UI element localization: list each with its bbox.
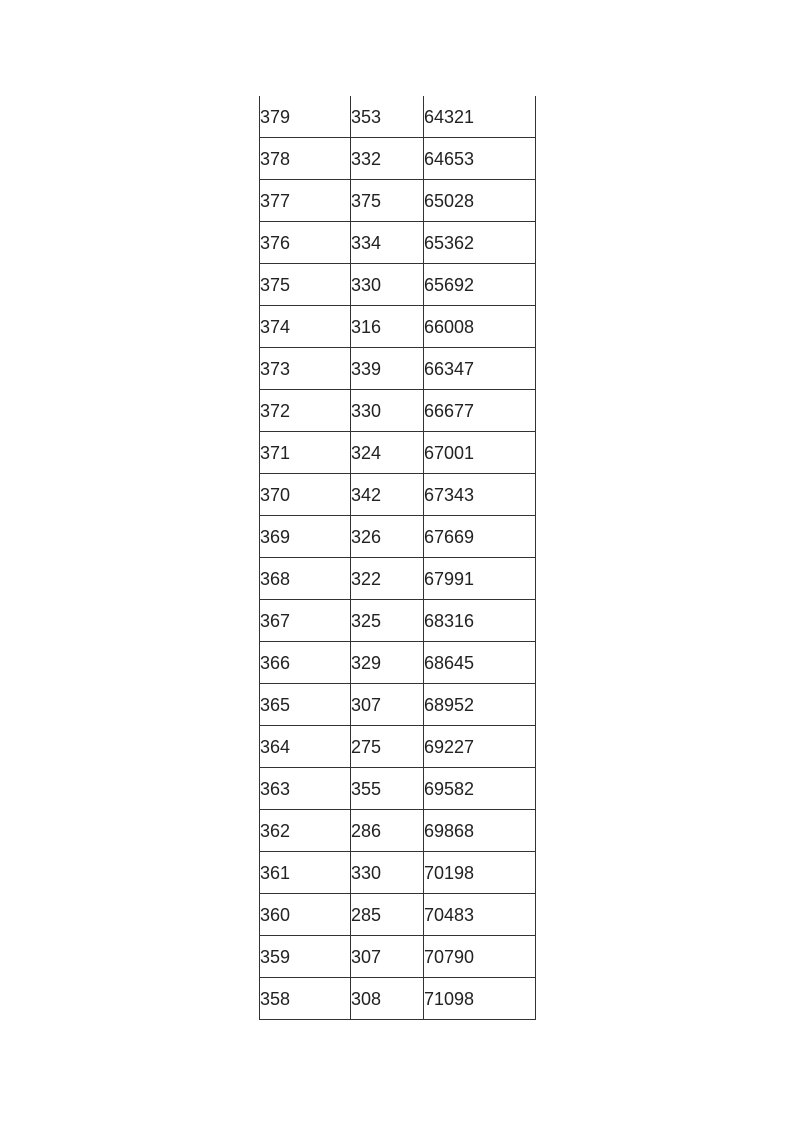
table-cell: 379 xyxy=(260,96,351,138)
table-row xyxy=(260,390,536,432)
table-row xyxy=(260,684,536,726)
table-row xyxy=(260,222,536,264)
table-cell: 67669 xyxy=(424,516,536,558)
table-row xyxy=(260,852,536,894)
data-table xyxy=(259,96,536,1020)
table-cell: 66677 xyxy=(424,390,536,432)
table-row xyxy=(260,978,536,1020)
table-cell: 372 xyxy=(260,390,351,432)
table-cell: 67001 xyxy=(424,432,536,474)
table-cell: 65028 xyxy=(424,180,536,222)
table-cell: 307 xyxy=(351,936,424,978)
table-cell: 362 xyxy=(260,810,351,852)
table-cell: 332 xyxy=(351,138,424,180)
table-cell: 339 xyxy=(351,348,424,390)
table-cell: 378 xyxy=(260,138,351,180)
table-row xyxy=(260,642,536,684)
table-cell: 307 xyxy=(351,684,424,726)
table-cell: 359 xyxy=(260,936,351,978)
table-row xyxy=(260,894,536,936)
table-cell: 275 xyxy=(351,726,424,768)
table-cell: 70790 xyxy=(424,936,536,978)
table-body xyxy=(260,96,536,1020)
table-cell: 67991 xyxy=(424,558,536,600)
table-cell: 329 xyxy=(351,642,424,684)
table-row xyxy=(260,348,536,390)
table-cell: 377 xyxy=(260,180,351,222)
table-row xyxy=(260,138,536,180)
table-cell: 374 xyxy=(260,306,351,348)
table-row xyxy=(260,558,536,600)
table-cell: 325 xyxy=(351,600,424,642)
table-row xyxy=(260,432,536,474)
table-cell: 369 xyxy=(260,516,351,558)
table-cell: 64653 xyxy=(424,138,536,180)
table-cell: 65362 xyxy=(424,222,536,264)
table-cell: 364 xyxy=(260,726,351,768)
table-cell: 326 xyxy=(351,516,424,558)
table-cell: 286 xyxy=(351,810,424,852)
table-row xyxy=(260,600,536,642)
table-cell: 69227 xyxy=(424,726,536,768)
table-cell: 373 xyxy=(260,348,351,390)
table-cell: 64321 xyxy=(424,96,536,138)
table-cell: 322 xyxy=(351,558,424,600)
table-cell: 366 xyxy=(260,642,351,684)
table-row xyxy=(260,810,536,852)
table-cell: 367 xyxy=(260,600,351,642)
table-cell: 363 xyxy=(260,768,351,810)
table-cell: 67343 xyxy=(424,474,536,516)
table-cell: 358 xyxy=(260,978,351,1020)
table-cell: 370 xyxy=(260,474,351,516)
table-cell: 375 xyxy=(260,264,351,306)
table-row xyxy=(260,726,536,768)
table-cell: 375 xyxy=(351,180,424,222)
table-cell: 360 xyxy=(260,894,351,936)
table-cell: 324 xyxy=(351,432,424,474)
table-row xyxy=(260,264,536,306)
table-row xyxy=(260,96,536,138)
table-cell: 330 xyxy=(351,390,424,432)
table-cell: 308 xyxy=(351,978,424,1020)
table-row xyxy=(260,768,536,810)
table-row xyxy=(260,306,536,348)
table-row xyxy=(260,474,536,516)
table-cell: 334 xyxy=(351,222,424,264)
table-row xyxy=(260,516,536,558)
table-cell: 66008 xyxy=(424,306,536,348)
table-cell: 316 xyxy=(351,306,424,348)
table-cell: 69868 xyxy=(424,810,536,852)
table-cell: 376 xyxy=(260,222,351,264)
table-cell: 71098 xyxy=(424,978,536,1020)
table-cell: 68316 xyxy=(424,600,536,642)
table-cell: 66347 xyxy=(424,348,536,390)
table-cell: 330 xyxy=(351,264,424,306)
table-cell: 365 xyxy=(260,684,351,726)
table-cell: 69582 xyxy=(424,768,536,810)
table-cell: 368 xyxy=(260,558,351,600)
table-cell: 68645 xyxy=(424,642,536,684)
table-cell: 285 xyxy=(351,894,424,936)
table-cell: 70483 xyxy=(424,894,536,936)
table-cell: 65692 xyxy=(424,264,536,306)
table-cell: 353 xyxy=(351,96,424,138)
table-cell: 361 xyxy=(260,852,351,894)
table-row xyxy=(260,180,536,222)
table-cell: 330 xyxy=(351,852,424,894)
table-cell: 355 xyxy=(351,768,424,810)
table-cell: 68952 xyxy=(424,684,536,726)
table-cell: 342 xyxy=(351,474,424,516)
table-row xyxy=(260,936,536,978)
table-cell: 70198 xyxy=(424,852,536,894)
table-cell: 371 xyxy=(260,432,351,474)
